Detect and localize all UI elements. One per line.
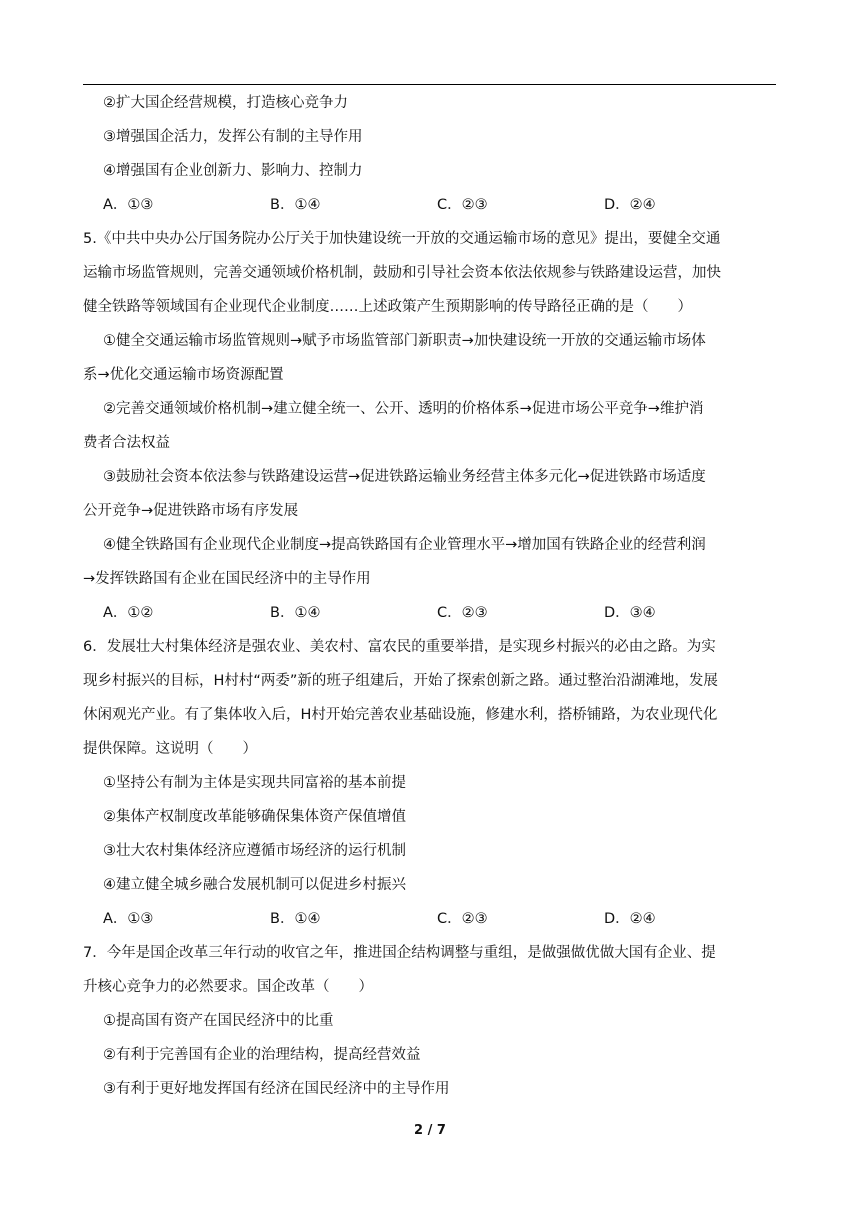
- option-a: A．①②: [103, 605, 154, 621]
- text-line: ②完善交通领域价格机制→建立健全统一、公开、透明的价格体系→促进市场公平竞争→维护消: [103, 401, 704, 417]
- option-d: D．③④: [604, 605, 656, 621]
- answer-options: [83, 188, 777, 222]
- text-line: →发挥铁路国有企业在国民经济中的主导作用: [83, 571, 371, 587]
- question-6-text: 提供保障。这说明（ ）: [83, 741, 257, 757]
- text-line: ①健全交通运输市场监管规则→赋予市场监管部门新职责→加快建设统一开放的交通运输市场体: [103, 333, 706, 349]
- option-a: A．①③: [103, 911, 154, 927]
- option-c: C．②③: [437, 911, 488, 927]
- text-line: ②集体产权制度改革能够确保集体资产保值增值: [103, 809, 406, 825]
- option-b: B．①④: [270, 911, 321, 927]
- text-line: ③增强国企活力，发挥公有制的主导作用: [103, 129, 363, 145]
- document-body: [83, 86, 777, 1106]
- text-line: ③有利于更好地发挥国有经济在国民经济中的主导作用: [103, 1081, 450, 1097]
- page-number: 2 / 7: [414, 1123, 446, 1138]
- text-line: 费者合法权益: [83, 435, 170, 451]
- text-line: ③壮大农村集体经济应遵循市场经济的运行机制: [103, 843, 406, 859]
- question-5-text: 健全铁路等领域国有企业现代企业制度……上述政策产生预期影响的传导路径正确的是（ ）: [83, 299, 692, 315]
- text-line: ④健全铁路国有企业现代企业制度→提高铁路国有企业管理水平→增加国有铁路企业的经营利润: [103, 537, 706, 553]
- question-5-text: 运输市场监管规则，完善交通领域价格机制，鼓励和引导社会资本依法依规参与铁路建设运营，加快: [83, 265, 721, 281]
- question-7-text: 7．今年是国企改革三年行动的收官之年，推进国企结构调整与重组，是做强做优做大国有企业、提: [83, 945, 716, 961]
- header-rule: [83, 84, 776, 85]
- text-line: 系→优化交通运输市场资源配置: [83, 367, 284, 383]
- question-6-text: 休闲观光产业。有了集体收入后，H村开始完善农业基础设施，修建水利，搭桥铺路，为农业现代化: [83, 707, 718, 723]
- question-6-text: 6．发展壮大村集体经济是强农业、美农村、富农民的重要举措，是实现乡村振兴的必由之路。为实: [83, 639, 716, 655]
- text-line: ①提高国有资产在国民经济中的比重: [103, 1013, 334, 1029]
- question-5-text: 5.《中共中央办公厅国务院办公厅关于加快建设统一开放的交通运输市场的意见》提出，要健全交通: [83, 231, 721, 247]
- answer-options: [83, 596, 777, 630]
- text-line: 公开竞争→促进铁路市场有序发展: [83, 503, 299, 519]
- text-line: ①坚持公有制为主体是实现共同富裕的基本前提: [103, 775, 406, 791]
- option-b: B．①④: [270, 197, 321, 213]
- option-d: D．②④: [604, 197, 656, 213]
- answer-options: [83, 902, 777, 936]
- question-6-text: 现乡村振兴的目标，H村村“两委”新的班子组建后，开始了探索创新之路。通过整治沿湖滩地，发展: [83, 673, 718, 689]
- option-a: A．①③: [103, 197, 154, 213]
- option-c: C．②③: [437, 197, 488, 213]
- text-line: ④增强国有企业创新力、影响力、控制力: [103, 163, 363, 179]
- text-line: ③鼓励社会资本依法参与铁路建设运营→促进铁路运输业务经营主体多元化→促进铁路市场适度: [103, 469, 706, 485]
- text-line: ②有利于完善国有企业的治理结构，提高经营效益: [103, 1047, 421, 1063]
- text-line: ②扩大国企经营规模，打造核心竞争力: [103, 95, 348, 111]
- option-b: B．①④: [270, 605, 321, 621]
- option-d: D．②④: [604, 911, 656, 927]
- text-line: ④建立健全城乡融合发展机制可以促进乡村振兴: [103, 877, 406, 893]
- option-c: C．②③: [437, 605, 488, 621]
- question-7-text: 升核心竞争力的必然要求。国企改革（ ）: [83, 979, 373, 995]
